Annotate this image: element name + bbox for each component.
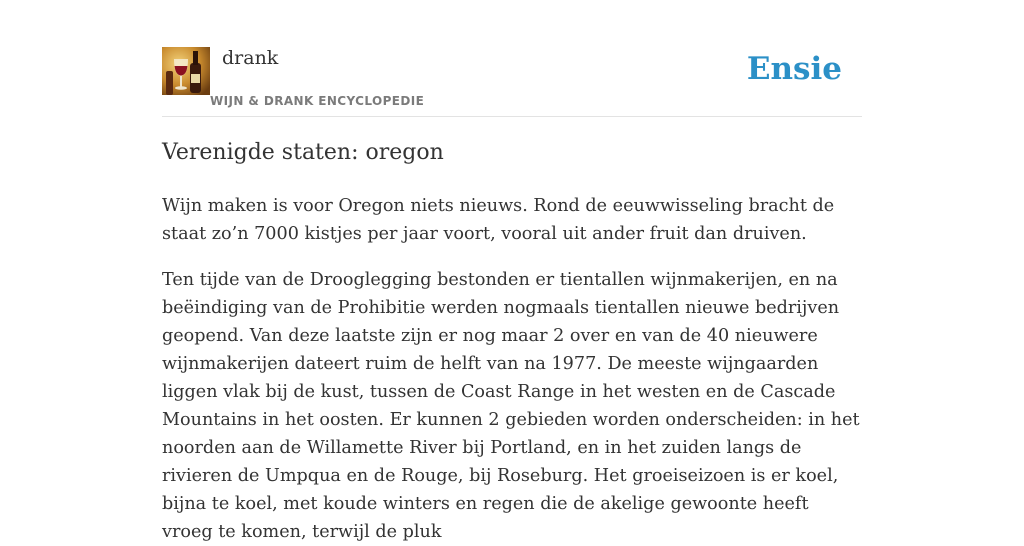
wine-glass-and-bottle-image[interactable] <box>162 47 210 95</box>
category-link[interactable]: drank <box>222 47 279 69</box>
article-paragraph: Ten tijde van de Drooglegging bestonden er tientallen wijnmakerijen, en na beëindiging van de Prohibitie werden nogmaals tientallen nieuwe bedrijven geopend. Van deze laatste zijn er nog maar 2 over en van de 40 nieuwere wijnmakerijen dateert ruim de helft van na 1977. De meeste wijngaarden liggen vlak bij de kust, tussen de Coast Range in het westen en de Cascade Mountains in het oosten. Er kunnen 2 gebieden worden onderscheiden: in het noorden aan de Willamette River bij Portland, en in het zuiden langs de rivieren de Umpqua en de Rouge, bij Roseburg. Het groeiseizoen is er koel, bijna te koel, met koude winters en regen die de akelige gewoonte heeft vroeg te komen, terwijl de pluk <box>162 270 860 542</box>
site-header <box>162 0 862 117</box>
wine-glass-and-bottle-icon <box>162 47 210 95</box>
brand-logo-link[interactable]: Ensie <box>746 51 842 87</box>
encyclopedia-subtitle: WIJN & DRANK ENCYCLOPEDIE <box>210 94 425 108</box>
article-title: Verenigde staten: oregon <box>162 140 444 165</box>
article-content <box>162 136 862 546</box>
article-paragraph: Wijn maken is voor Oregon niets nieuws. Rond de eeuwwisseling bracht de staat zo’n 7000 kistjes per jaar voort, vooral uit ander fruit dan druiven. <box>162 196 835 244</box>
